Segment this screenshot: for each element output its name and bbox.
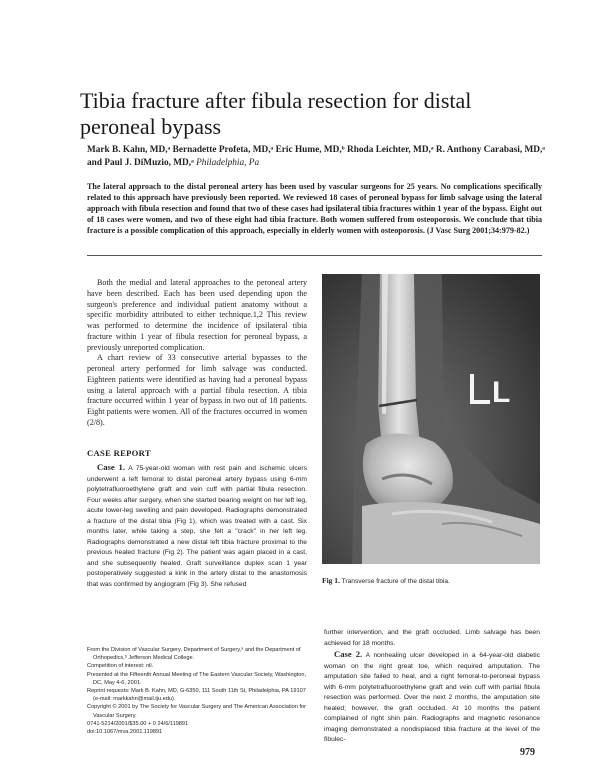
introduction [87, 278, 307, 429]
xray-figure [322, 274, 540, 564]
author-names: Mark B. Kahn, MD,ᵃ Bernadette Profeta, MD,ᵃ Eric Hume, MD,ᵇ Rhoda Leichter, MD,ᵃ R. Anthony Carabasi, MD,ᵃ and Paul J. DiMuzio, MD,ᵃ [87, 145, 546, 168]
author-location: Philadelphia, Pa [196, 158, 260, 168]
case-1-label: Case 1. [97, 462, 125, 472]
figure-label: Fig 1. [322, 576, 340, 585]
right-column-text [324, 628, 540, 746]
intro-paragraph: Both the medial and lateral approaches to the peroneal artery have been described. Each has been used depending upon the surgeon's preference and individual patient anatomy without a specific morbidity attributed to either technique.1,2 This review was performed to determine the incidence of ipsilateral tibia fracture within 1 year of fibula resection for peroneal bypass, a previously unreported complication. [87, 278, 307, 352]
footnote-line: Reprint requests: Mark B. Kahn, MD, G-6350, 111 South 11th St, Philadelphia, PA 19107 (e-mail: markkahn@mail.tju.edu). [87, 688, 306, 703]
affiliations-footnote [87, 646, 309, 736]
footnote-line: From the Division of Vascular Surgery, Department of Surgery,ᵃ and the Department of Orthopedics,ᵇ Jefferson Medical College. [87, 647, 301, 662]
case-2-label: Case 2. [334, 649, 363, 659]
footnote-line: Presented at the Fifteenth Annual Meeting of The Eastern Vascular Society, Washington, DC, May 4-6, 2001. [87, 671, 307, 686]
figure-caption [322, 576, 450, 585]
xray-side-marker: L [492, 376, 511, 409]
case-2-text: A nonhealing ulcer developed in a 64-year-old diabetic woman on the right great toe, which required amputation. The amputation site failed to heal, and a right femoral-to-peroneal bypass with 6-mm polytetrafluoroethylene graft and vein cuff with partial fibula resection was performed. Over the next 2 months, the amputation site healed; however, the graft occluded. At 10 months the patient complained of right shin pain. Radiographs and magnetic resonance imaging demonstrated a nondisplaced tibia fracture at the level of the fibulec- [324, 652, 540, 743]
article-title: Tibia fracture after fibula resection for distal peroneal bypass [80, 88, 472, 139]
case-2 [324, 649, 540, 746]
abstract: The lateral approach to the distal peroneal artery has been used by vascular surgeons for 25 years. No complications specifically related to this approach have previously been reported. We reviewed 18 cases of peroneal bypass for limb salvage using the lateral approach with fibula resection and found that two of these cases had ipsilateral tibia fractures within 1 year of the bypass. Eight out of 18 cases were women, and two of these eight had tibia fracture. Both women suffered from osteoporosis. We conclude that tibia fracture is a possible complication of this approach, especially in elderly women with osteoporosis. (J Vasc Surg 2001;34:979-82.) [87, 182, 542, 235]
author-list [87, 144, 547, 170]
case-1-text: A 75-year-old woman with rest pain and ischemic ulcers underwent a left femoral to distal peroneal artery bypass using 6-mm polytetrafluoroethylene graft and vein cuff with partial fibula resection. Four weeks after surgery, when she started bearing weight on her left leg, acute lower-leg swelling and pain developed. Radiographs demonstrated a fracture of the distal tibia (Fig 1), which was treated with a cast. Six months later, while taking a step, she felt a "crack" in her left leg. Radiographs demonstrated a new distal left tibia fracture proximal to the previous healed fracture (Fig 2). The patient was again placed in a cast, and she subsequently healed. Graft surveillance duplex scan 1 year postoperatively suggested a kink in the artery distal to the anastomosis that was confirmed by angiogram (Fig 3). She refused [87, 465, 307, 588]
case-1-continuation: further intervention, and the graft occluded. Limb salvage has been achieved for 18 months. [324, 629, 540, 647]
case-report-heading: CASE REPORT [87, 448, 151, 458]
figure-caption-text: Transverse fracture of the distal tibia. [339, 578, 450, 585]
case-1 [87, 462, 307, 590]
footnote-line: 0741-5214/2001/$35.00 + 0 24/6/119891 [87, 720, 189, 727]
footnote-line: Competition of interest: nil. [87, 663, 154, 670]
page-number: 979 [520, 747, 535, 758]
abstract-divider [87, 255, 542, 256]
intro-paragraph: A chart review of 33 consecutive arterial bypasses to the peroneal artery performed for limb salvage was conducted. Eighteen patients were identified as having had a peroneal bypass using a lateral approach with a partial fibula resection. A tibia fracture occurred within 1 year of bypass in two out of 18 patients. Eight patients were women. All of the fractures occurred in women (2/8). [87, 353, 307, 427]
footnote-line: doi:10.1067/mva.2001.119891 [87, 729, 163, 736]
footnote-line: Copyright © 2001 by The Society for Vascular Surgery and The American Association for Vascular Surgery. [87, 704, 306, 719]
xray-image [322, 274, 540, 564]
